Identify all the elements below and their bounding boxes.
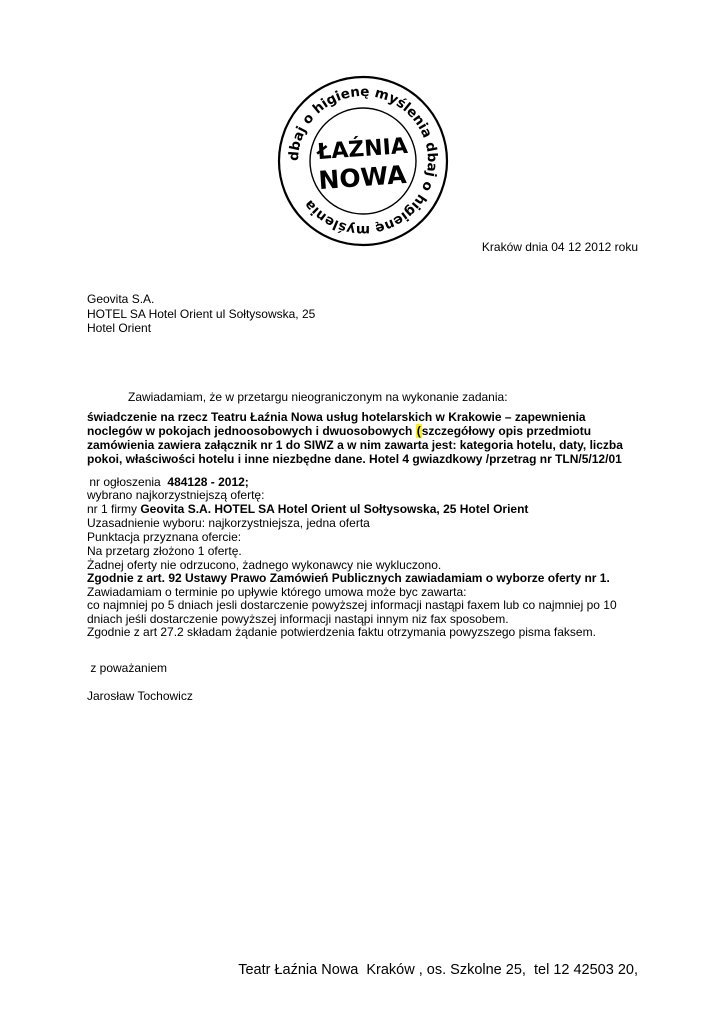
recipient-hotel: Hotel Orient xyxy=(87,321,152,335)
recipient-name: Geovita S.A. xyxy=(87,292,155,306)
subject-line-2-text: noclegów w pokojach jednoosobowych i dwuosobowych xyxy=(87,424,416,438)
theatre-stamp-logo xyxy=(276,74,450,248)
justification-line: Uzasadnienie wyboru: najkorzystniejsza, jedna oferta xyxy=(87,516,370,530)
term-line-1: co najmniej po 5 dniach jesli dostarczenie powyższej informacji nastąpi faxem lub co najmniej po 10 xyxy=(87,598,617,612)
art-line: Zgodnie z art 27.2 składam żądanie potwierdzenia faktu otrzymania powyzszego pisma faksem. xyxy=(87,625,596,639)
subject-line-2 xyxy=(87,424,591,438)
points-line: Punktacja przyznana ofercie: xyxy=(87,530,242,544)
footer-address: Teatr Łaźnia Nowa Kraków , os. Szkolne 25, tel 12 42503 20, xyxy=(238,962,638,978)
subject-line-3: zamówienia zawiera załącznik nr 1 do SIWZ a w nim zawarta jest: kategoria hotelu, daty, liczba xyxy=(87,438,623,452)
signature: Jarosław Tochowicz xyxy=(87,689,193,703)
firm-line xyxy=(87,502,528,516)
contract-line: Zawiadamiam o terminie po upływie którego umowa może byc zawarta: xyxy=(87,585,467,599)
date-line: Kraków dnia 04 12 2012 roku xyxy=(481,240,638,254)
stamp-logo-line2: NOWA xyxy=(317,159,408,196)
announcement-number: 484128 - 2012; xyxy=(167,475,249,489)
notice-line: Zgodnie z art. 92 Ustawy Prawo Zamówień Publicznych zawiadamiam o wyborze oferty nr 1. xyxy=(87,571,610,585)
firm-name: Geovita S.A. HOTEL SA Hotel Orient ul Sołtysowska, 25 Hotel Orient xyxy=(140,502,529,516)
intro-text: Zawiadamiam, że w przetargu nieograniczonym na wykonanie zadania: xyxy=(128,390,508,404)
subject-line-2-rest: szczegółowy opis przedmiotu xyxy=(421,424,592,438)
announcement-line xyxy=(86,475,249,489)
no-rejections-line: Żadnej oferty nie odrzucono, żadnego wykonawcy nie wykluczono. xyxy=(87,558,442,572)
highlight-marker: ( xyxy=(416,424,421,438)
closing-line: z poważaniem xyxy=(87,661,168,675)
term-line-2: dniach jeśli dostarczenie powyższej informacji nastąpi innym niz fax sposobem. xyxy=(87,612,509,626)
announcement-label: nr ogłoszenia xyxy=(86,475,168,489)
subject-line-4: pokoi, właściwości hotelu i inne niezbędne dane. Hotel 4 gwiazdkowy /przetrag nr TLN/5/12/01 xyxy=(87,452,622,466)
stamp-ring-text: dbaj o higienę myślenia dbaj o higienę myślenia xyxy=(285,83,441,239)
recipient-address: HOTEL SA Hotel Orient ul Sołtysowska, 25 xyxy=(87,307,316,321)
stamp-logo-line1: ŁAŹNIA xyxy=(316,133,409,166)
chosen-label: wybrano najkorzystniejszą ofertę: xyxy=(87,488,265,502)
offers-count-line: Na przetarg złożono 1 ofertę. xyxy=(87,544,242,558)
subject-line-1: świadczenie na rzecz Teatru Łaźnia Nowa usług hotelarskich w Krakowie – zapewnienia xyxy=(87,410,586,424)
firm-prefix: nr 1 firmy xyxy=(87,502,141,516)
